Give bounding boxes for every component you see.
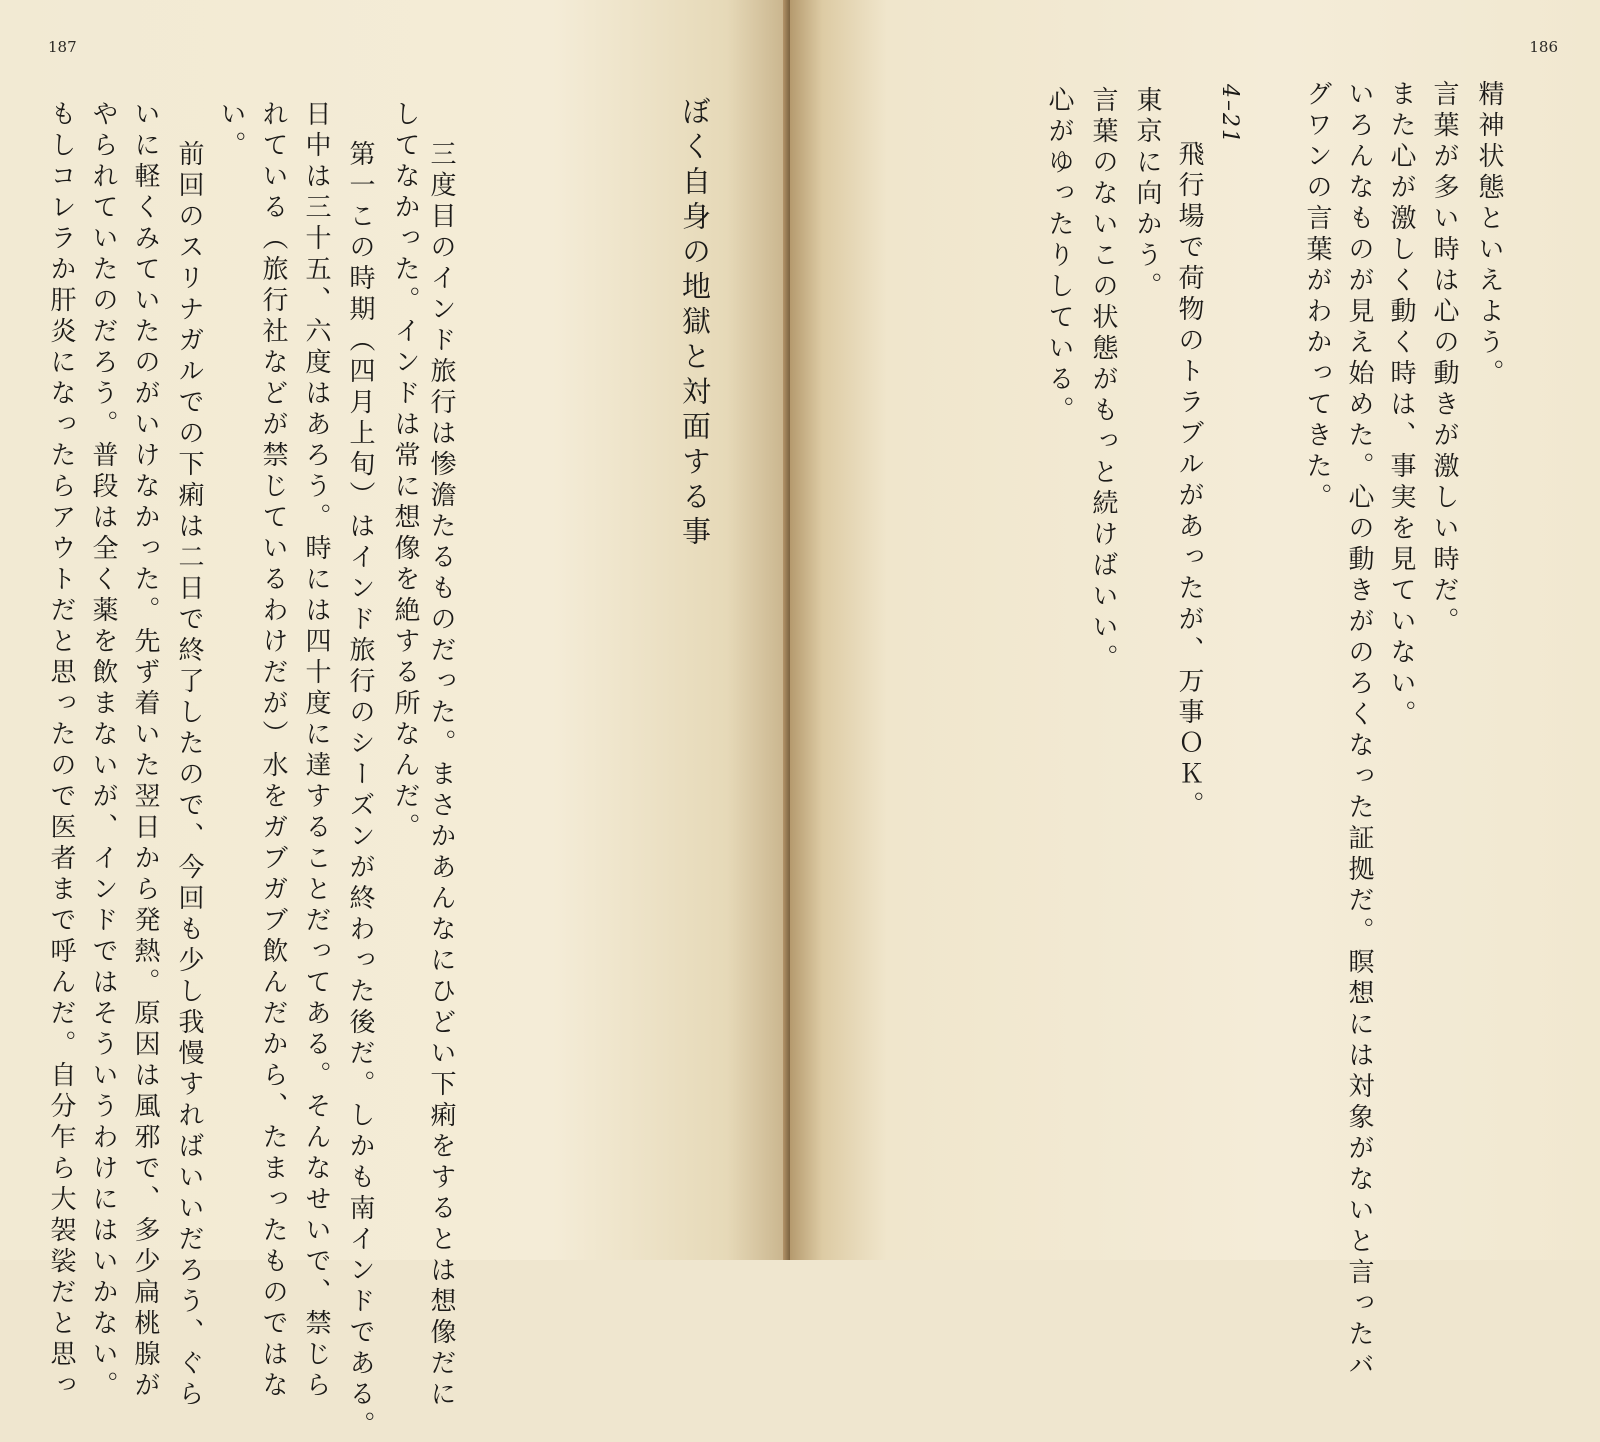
body-line-9: やられていたのだろう。普段は全く薬を飲まないが、インドではそういうわけにはいかない。 [88,100,118,1402]
left-page [0,0,790,1442]
body-line-2: してなかった。インドは常に想像を絶する所なんだ。 [390,100,420,844]
page-number-left: 187 [48,38,77,56]
entry-line-4: 心がゆったりしている。 [1044,86,1074,427]
body-line-7: 前回のスリナガルでの下痢は二日で終了したので、今回も少し我慢すればいいだろう、ぐら [174,140,204,1411]
diary-date: 4–21 [1217,84,1242,145]
right-line-4: いろんなものが見え始めた。心の動きがのろくなった証拠だ。瞑想には対象がないと言ったバ [1344,80,1374,1382]
right-line-1: 精神状態といえよう。 [1474,80,1504,390]
body-line-4: 日中は三十五、六度はあろう。時には四十度に達することだってある。そんなせいで、禁じら [301,100,331,1402]
body-line-6: い。 [216,100,246,162]
entry-line-2: 東京に向かう。 [1132,86,1162,303]
right-line-5: グワンの言葉がわかってきた。 [1302,80,1332,514]
right-line-3: また心が激しく動く時は、事実を見ていない。 [1386,80,1416,731]
body-line-10: もしコレラか肝炎になったらアウトだと思ったので医者まで呼んだ。自分乍ら大袈裟だと思っ [46,100,76,1402]
section-heading: ぼく自身の地獄と対面する事 [678,96,712,551]
body-line-1: 三度目のインド旅行は惨澹たるものだった。まさかあんなにひどい下痢をするとは想像だに [426,140,456,1411]
right-line-2: 言葉が多い時は心の動きが激しい時だ。 [1429,80,1459,638]
page-number-right: 186 [1529,38,1558,56]
entry-line-1: 飛行場で荷物のトラブルがあったが、万事ＯＫ。 [1174,140,1204,822]
entry-line-3: 言葉のないこの状態がもっと続けばいい。 [1088,86,1118,675]
body-line-8: いに軽くみていたのがいけなかった。先ず着いた翌日から発熱。原因は風邪で、多少扁桃腺が [130,100,160,1402]
body-line-5: れている（旅行社などが禁じているわけだが）水をガブガブ飲んだから、たまったものではな [258,100,288,1402]
right-page [790,0,1600,1382]
body-line-3: 第一この時期（四月上旬）はインド旅行のシーズンが終わった後だ。しかも南インドである。 [345,140,375,1442]
